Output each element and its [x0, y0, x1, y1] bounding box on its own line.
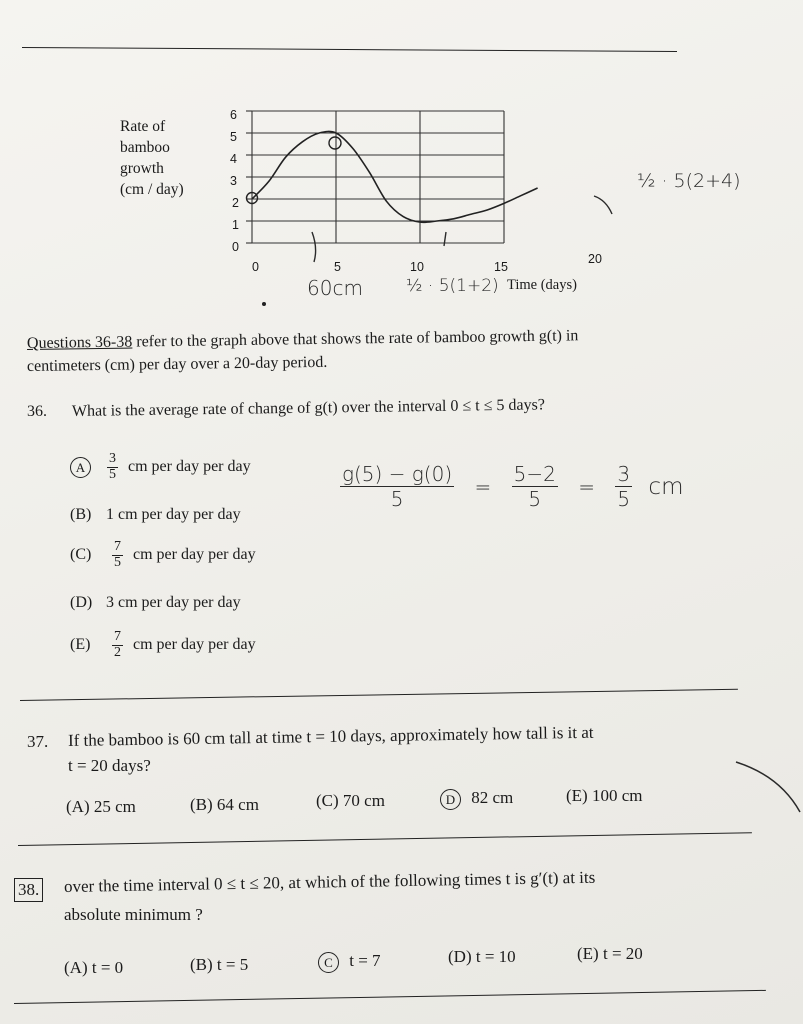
option-text: cm per day per day: [133, 545, 256, 563]
y-tick-label: 5: [230, 130, 237, 144]
option-text: t = 7: [349, 951, 381, 970]
frac-num: 7: [114, 629, 121, 644]
y-tick-label: 3: [230, 174, 237, 188]
q36-option-d[interactable]: [70, 594, 241, 612]
option-letter: (B): [70, 506, 92, 523]
question-38-line2: absolute minimum ?: [64, 905, 203, 924]
option-fraction: [107, 452, 118, 482]
option-text: t = 0: [91, 958, 124, 977]
option-fraction: [112, 630, 123, 660]
frac-den: 2: [114, 644, 121, 660]
work-fraction3-num: 3: [617, 462, 631, 486]
question-37-line2: t = 20 days?: [68, 756, 151, 775]
q38-option-d[interactable]: [448, 947, 516, 967]
ylabel-line: (cm / day): [120, 180, 184, 198]
question-number-38: 38.: [14, 878, 43, 902]
option-letter: (B): [190, 955, 213, 974]
handwritten-area-calc-2: ½ · 5(1+2): [406, 276, 499, 296]
option-letter: (E): [70, 635, 91, 653]
option-letter: (A): [66, 797, 90, 816]
y-tick-label: 6: [230, 108, 237, 122]
work-fraction3-den: 5: [617, 487, 631, 511]
frac-den: 5: [114, 554, 121, 570]
handwritten-area-calc: ½ · 5(2+4): [637, 170, 741, 192]
y-tick-label: 4: [230, 152, 237, 166]
option-letter: (C): [316, 791, 339, 810]
circled-answer-mark: D: [440, 789, 461, 810]
bottom-divider: [14, 990, 766, 1004]
section-divider: [18, 832, 752, 846]
x-tick-label: 10: [410, 260, 424, 274]
work-numerator: g(5) − g(0): [342, 462, 453, 486]
frac-num: 7: [114, 539, 121, 554]
graph-x-axis-label: Time (days): [507, 277, 577, 293]
option-letter: (C): [70, 545, 92, 563]
y-tick-label: 0: [232, 240, 239, 254]
option-text: 25 cm: [93, 797, 136, 816]
option-text: t = 10: [475, 947, 516, 966]
option-text: cm per day per day: [128, 457, 251, 475]
option-letter: (E): [566, 786, 588, 805]
rate-graph: [0, 0, 803, 320]
x-tick-label: 15: [494, 260, 508, 274]
handwritten-work-q36: [340, 462, 683, 511]
option-text: t = 5: [216, 955, 249, 974]
question-36-text: What is the average rate of change of g(t) over the interval 0 ≤ t ≤ 5 days?: [71, 396, 545, 420]
q37-option-a[interactable]: [66, 797, 136, 817]
work-unit: cm: [648, 473, 684, 500]
dot-mark: [262, 302, 266, 306]
q36-option-c[interactable]: [70, 540, 256, 570]
option-text: 1 cm per day per day: [106, 506, 241, 523]
option-letter: (E): [577, 944, 599, 963]
questions-intro-line2: centimeters (cm) per day over a 20-day period.: [26, 353, 328, 375]
x-tick-label: 20: [588, 252, 602, 266]
question-37-line1: If the bamboo is 60 cm tall at time t = 10 days, approximately how tall is it at: [67, 722, 594, 750]
point-mark-peak: [329, 137, 341, 149]
q38-option-b[interactable]: [190, 955, 248, 975]
q37-option-e[interactable]: [566, 786, 643, 806]
x-tick-label: 5: [334, 260, 341, 274]
option-fraction: [112, 540, 123, 570]
work-fraction2-den: 5: [528, 487, 542, 511]
option-text: 64 cm: [216, 795, 259, 814]
section-divider: [20, 689, 738, 701]
question-number-37: 37.: [27, 732, 49, 751]
work-equals: =: [578, 474, 595, 499]
q38-option-a[interactable]: [64, 958, 123, 978]
q37-option-c[interactable]: [316, 791, 385, 811]
work-fraction2-num: 5−2: [513, 462, 556, 486]
curve-tail-annotation: [594, 196, 612, 214]
option-text: 82 cm: [471, 788, 514, 807]
q38-option-c[interactable]: [318, 951, 381, 973]
graph-grid: [246, 111, 504, 243]
ylabel-line: bamboo: [120, 138, 170, 156]
frac-den: 5: [109, 466, 116, 482]
ylabel-line: growth: [120, 159, 164, 177]
handwritten-bracket-left: [312, 232, 316, 262]
x-tick-label: 0: [252, 260, 259, 274]
y-tick-label: 2: [232, 196, 239, 210]
option-text: 3 cm per day per day: [106, 594, 241, 611]
intro-text: refer to the graph above that shows the rate of bamboo growth g(t) in: [136, 327, 579, 351]
option-text: 70 cm: [342, 791, 385, 810]
option-text: 100 cm: [591, 786, 643, 805]
option-letter: (B): [190, 795, 213, 814]
question-38-line1: over the time interval 0 ≤ t ≤ 20, at which of the following times t is g′(t) at its: [63, 867, 596, 896]
option-letter: (D): [448, 947, 472, 966]
handwritten-60cm: 60cm: [307, 276, 363, 300]
q36-option-b[interactable]: [70, 506, 241, 524]
q37-option-d[interactable]: [440, 788, 513, 810]
q36-option-a[interactable]: [70, 452, 251, 482]
option-text: cm per day per day: [133, 635, 256, 653]
circled-answer-mark: C: [318, 952, 339, 973]
question-number-36: 36.: [27, 403, 47, 420]
frac-num: 3: [109, 451, 116, 466]
work-equals: =: [474, 474, 492, 499]
q37-option-b[interactable]: [190, 795, 259, 815]
y-tick-label: 1: [232, 218, 239, 232]
questions-intro-line1: [27, 326, 579, 354]
option-text: t = 20: [602, 944, 643, 963]
intro-heading: Questions 36-38: [26, 333, 133, 352]
q38-option-e[interactable]: [577, 944, 643, 964]
q36-option-e[interactable]: [70, 630, 256, 660]
work-denominator: 5: [390, 487, 404, 511]
option-letter: (A): [64, 958, 88, 977]
ylabel-line: Rate of: [120, 118, 166, 135]
circled-answer-mark: A: [70, 457, 91, 478]
handwritten-mark-mid: [444, 232, 446, 246]
option-letter: (D): [70, 594, 93, 611]
